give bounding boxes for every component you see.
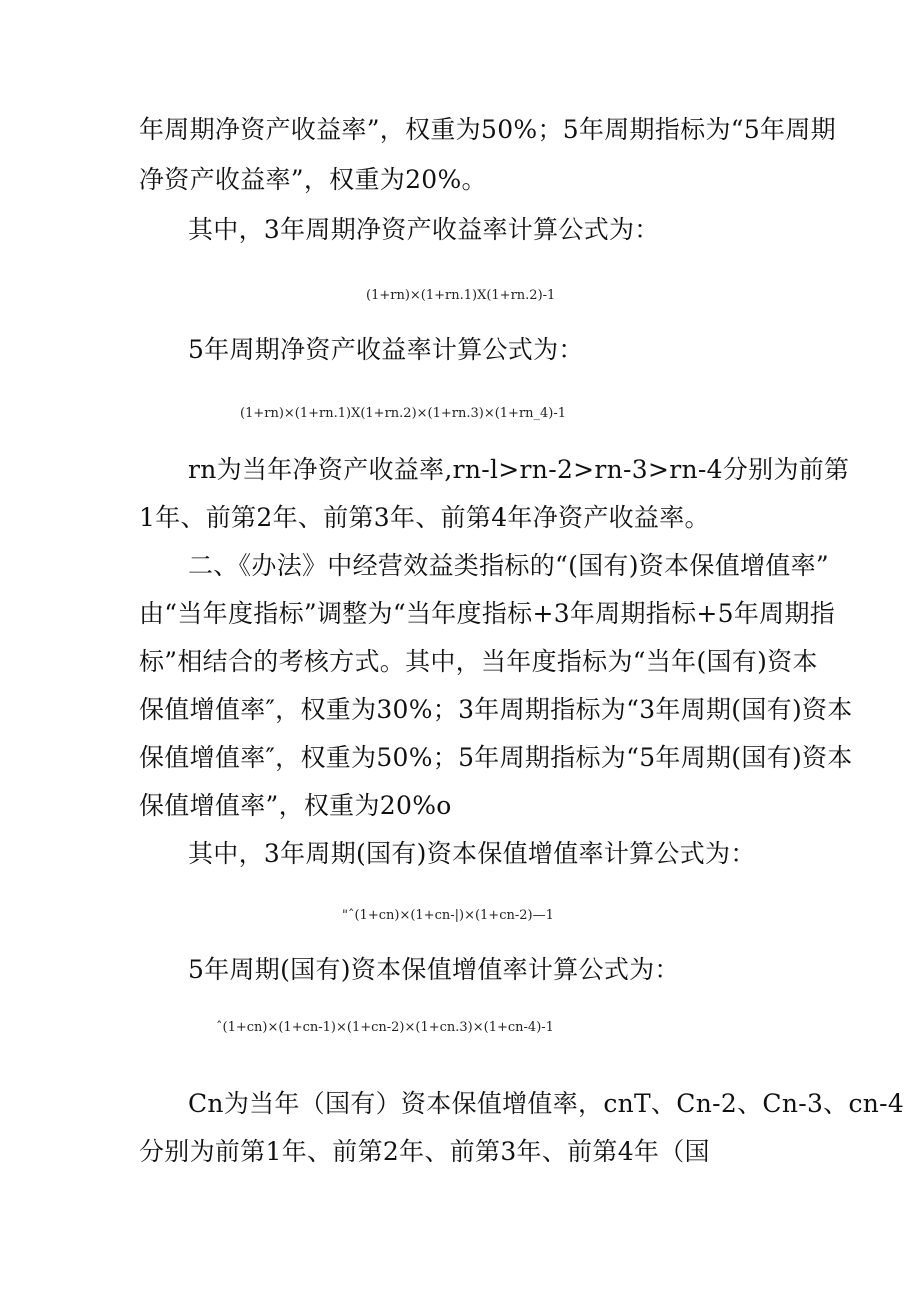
paragraph-line: 保值增值率″，权重为30%；3年周期指标为“3年周期(国有)资本 — [139, 695, 853, 724]
paragraph-line: 保值增值率″，权重为50%；5年周期指标为“5年周期(国有)资本 — [139, 743, 853, 772]
paragraph-line: 5年周期净资产收益率计算公式为： — [188, 335, 584, 364]
paragraph-line: rn为当年净资产收益率,rn-l>rn-2>rn-3>rn-4分别为前第 — [188, 455, 850, 484]
paragraph-line: 二、《办法》中经营效益类指标的“(国有)资本保值增值率” — [188, 551, 829, 580]
paragraph-line: 其中，3年周期(国有)资本保值增值率计算公式为： — [188, 839, 756, 868]
paragraph-line: 年周期净资产收益率”，权重为50%；5年周期指标为“5年周期 — [139, 115, 836, 144]
paragraph-line: 标”相结合的考核方式。其中，当年度指标为“当年(国有)资本 — [139, 647, 818, 676]
paragraph-line: 保值增值率”，权重为20%o — [139, 791, 452, 820]
paragraph-line: 5年周期(国有)资本保值增值率计算公式为： — [188, 955, 680, 984]
formula-5yr-capital: ˆ(1+cn)×(1+cn-1)×(1+cn-2)×(1+cn.3)×(1+cn-4)-1 — [216, 1020, 554, 1035]
paragraph-line: 1年、前第2年、前第3年、前第4年净资产收益率。 — [139, 503, 710, 532]
formula-3yr-capital: "ˆ(1+cn)×(1+cn-|)×(1+cn-2)—1 — [342, 908, 554, 923]
formula-3yr-roe: (1+rn)×(1+rn.1)X(1+rn.2)-1 — [366, 288, 556, 303]
paragraph-line: Cn为当年（国有）资本保值增值率，cnT、Cn-2、Cn-3、cn-4 — [188, 1089, 905, 1118]
paragraph-line: 由“当年度指标”调整为“当年度指标+3年周期指标+5年周期指 — [139, 599, 836, 628]
paragraph-line: 分别为前第1年、前第2年、前第3年、前第4年（国 — [139, 1137, 710, 1166]
formula-5yr-roe: (1+rn)×(1+rn.1)X(1+rn.2)×(1+rn.3)×(1+rn_4)-1 — [240, 406, 567, 421]
paragraph-line: 净资产收益率”，权重为20%。 — [139, 165, 487, 194]
paragraph-line: 其中，3年周期净资产收益率计算公式为： — [188, 215, 660, 244]
